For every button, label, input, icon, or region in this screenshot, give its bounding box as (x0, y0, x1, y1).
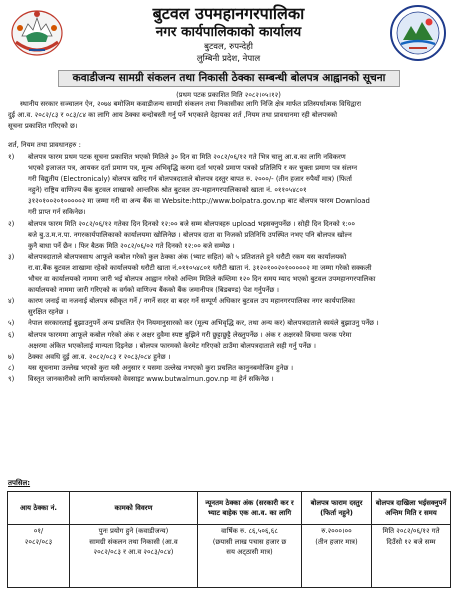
cell-line: दिउँसो १२ बजे सम्म (386, 537, 436, 546)
cell-line: ०१/ (33, 527, 44, 535)
condition-line: नेपाल सरकारलाई बुझाउनुपर्ने अन्य प्रचलित ऐन नियमानुसारको कर (मूल्य अभिवृद्धि कर, तथा अन्य कर) बोलपत्रदाताले स्वयंले बुझाउनु पर्नेछ । (28, 319, 379, 328)
condition-item (8, 330, 449, 352)
tender-table (7, 491, 451, 588)
condition-line: सुरक्षित रहनेछ । (28, 308, 69, 317)
condition-line: बोलपत्र फारम मिति २०८२/०६/१२ गतेका दिन दिनको १२:०० बजे सम्म बोलपत्रहरु upload भइसक्नुपर्नेछ । सोही दिन दिनको १:०० (28, 219, 355, 228)
condition-item (8, 374, 449, 385)
condition-number: ७) (8, 352, 15, 361)
header-min-amount: न्यूनतम ठेक्का अंक (सरकारी कर र भ्याट बाहेक एक आ.व. का लागि (198, 492, 302, 525)
condition-line: यस सूचनामा उल्लेख भएको कुरा यसै अनुसार र यसमा उल्लेख नभएको कुरा प्रचलित कानुनबमोजिम हुनेछ । (28, 363, 294, 372)
condition-text (28, 219, 449, 252)
details-heading: तपसिल: (8, 479, 31, 487)
intro-line: सूचना प्रकाशित गरिएको छ। (8, 122, 78, 131)
condition-line: ३१२०१००२०१०००००२ मा जम्मा गरी वा अन्य बैंक वा Website:http://www.bolpatra.gov.np बाट बोलपत्र फारम Download (28, 197, 370, 206)
header-contract-no: आय ठेक्का नं. (8, 492, 70, 525)
province-name: लुम्बिनी प्रदेश, नेपाल (196, 54, 261, 64)
cell-line: २०८२/०८३ (24, 537, 53, 546)
cell-line: (छयासी लाख पचास हजार छ (212, 537, 287, 546)
condition-text (28, 374, 449, 385)
condition-line: बजे बु.उ.म.न.पा. नगरकार्यपालिकाको कार्यालयमा खोलिनेछ । बोलपत्र दाता वा निजको प्रतिनिधि उपस्थित नभए पनि बोलपत्र खोल्न (28, 230, 352, 239)
cell-line: रु.२०००।०० (321, 527, 352, 535)
condition-line: बोलपत्र फारम प्रथम पटक सूचना प्रकाशित भएको मितिले ३० दिन वा मिति २०८२/०६/१२ गते भित्र चालु आ.व.का लागि नविकरण (28, 153, 346, 161)
cell-line: (तीन हजार मात्र) (315, 537, 358, 546)
cell-form-fee (302, 525, 372, 588)
condition-item (8, 219, 449, 252)
condition-line: बोलपत्रदाताले बोलपत्रसाथ आफूले कबोल गरेको कुल ठेक्का अंक (भ्याट सहित) को ५ प्रतिशतले हुने धरौटी रकम यस कार्यालयको (28, 252, 347, 261)
condition-line: रा.वा.बैंक बुटवल शाखामा रहेको कार्यालयको धरौटी खाता नं.०११०५४८०१ धरौटी खाता नं. ३१२०१००२०१०००००२ मा जम्मा गरेको सक्कली (28, 263, 372, 272)
office-address: बुटवल, रुपन्देही (204, 42, 253, 52)
cell-line: सामग्री संकलन तथा निकासी (आ.व (89, 537, 178, 546)
condition-line: नहुने) राष्ट्रिय वाणिज्य बैंक बुटवल शाखाको आन्तरिक श्रोत बुटवल उप-महानगरपालिकाको खाता नं. ०११०५४८०१ (28, 186, 307, 195)
condition-item (8, 152, 449, 219)
condition-number: १) (8, 153, 15, 161)
condition-item (8, 363, 449, 374)
condition-line: ठेक्का अवधि दुई आ.व. २०८२/०८३ र २०८३/०८४ हुनेछ । (28, 352, 171, 361)
table-header-row (8, 492, 451, 525)
condition-text (28, 330, 449, 352)
condition-text (28, 363, 449, 374)
cell-line: वार्षिक रु. ८६,५०६,६८ (221, 527, 278, 535)
condition-line: अक्षरमा अंकित भएकोलाई मान्यता दिइनेछ । बोलपत्र फारमको केरमेट गरिएको ठाउँमा बोलपत्रदाताले सही गर्नु पर्नेछ । (28, 341, 317, 350)
cell-line: मिति २०८२/०६/१२ गते (382, 527, 440, 535)
condition-number: ९) (8, 374, 15, 383)
condition-number: ३) (8, 252, 15, 261)
header-form-fee: बोलपत्र फाराम दस्तुर (फिर्ता नहुने) (302, 492, 372, 525)
condition-number: ८) (8, 363, 15, 372)
table-row (8, 525, 451, 588)
condition-text (28, 352, 449, 363)
header-deadline: बोलपत्र दाखिला भईसक्नुपर्ने अन्तिम मिति र समय (372, 492, 451, 525)
municipality-name: बुटवल उपमहानगरपालिका (152, 4, 305, 23)
condition-item (8, 318, 449, 329)
intro-line: दुई आ.व. २०८२/८३ र ०८३/८४ का लागि आय ठेक्का बन्दोबस्ती गर्नु पर्ने भएकाले देहायका शर्त ,नियम तथा प्रावधानमा रही बोलपत्रको (8, 111, 338, 120)
cell-contract-no (8, 525, 70, 588)
condition-line: गरी विद्युतीय (Electronicaly) बोलपत्र खरिद गर्न बोलपत्रदाताले बोलपत्र दस्तुर बापत रु. २०००/- (तीन हजार रुपैयाँ मात्र) (फिर्ता (28, 175, 352, 184)
cell-min-amount (198, 525, 302, 588)
condition-number: २) (8, 219, 15, 228)
cell-description (70, 525, 198, 588)
cell-line: सय अट्‌ठासी मात्र) (226, 548, 273, 556)
condition-line: विस्तृत जानकारीको लागि कार्यालयको वेवसाइट www.butwalmun.gov.np मा हेर्न सकिनेछ । (28, 374, 274, 383)
cell-deadline (372, 525, 451, 588)
condition-number: ६) (8, 330, 15, 339)
condition-item (8, 296, 449, 318)
condition-text (28, 152, 449, 219)
cell-line: २०८२/०८३ र आ.व २०८३/०८४) (93, 548, 174, 556)
condition-text (28, 318, 449, 329)
publication-date: (प्रथम पटक प्रकाशित मिति २०८२।०५।१२) (176, 91, 281, 99)
condition-item (8, 252, 449, 296)
conditions-list (8, 152, 449, 385)
condition-item (8, 352, 449, 363)
condition-line: कुनै बाधा पर्ने छैन । फिर बैठक मिति २०८२/०६/०२ गते दिनको १२:०० बजे सम्मेछ । (28, 241, 235, 250)
header-description: कामको विवरण (70, 492, 198, 525)
condition-line: भौचर वा कार्यालयको नाममा जारी भई बोलपत्र आह्वान गरेको अन्तिम मितिले कम्तिमा १२० दिन समय म्याद भएको बुटवल उपमहानगरपालिका (28, 275, 376, 284)
condition-line: गरी प्राप्त गर्न सकिनेछ। (28, 208, 86, 217)
conditions-heading: शर्त, नियम तथा प्रावधानहरु : (8, 141, 81, 149)
office-name: नगर कार्यपालिकाको कार्यालय (155, 24, 302, 40)
condition-text (28, 252, 449, 296)
condition-text (28, 296, 449, 318)
notice-title: कवाडीजन्य सामग्री संकलन तथा निकासी ठेक्का सम्बन्धी बोलपत्र आह्वानको सूचना (58, 70, 400, 87)
condition-line: कार्यालयको नाममा जारी गरिएको क वर्गको वाणिज्य बैंकको बैंक जमानीपत्र (बिडबण्ड) पेश गर्नुपर्नेछ । (28, 286, 280, 295)
condition-line: भएको इजाजत पत्र, आयकर दर्ता प्रमाण पत्र, मूल्य अभिवृद्धि करमा दर्ता भएको प्रमाण पत्रको प्रतिलिपि र कर चुक्ता प्रमाण पत्र संलग्न (28, 164, 358, 173)
intro-paragraph (8, 99, 449, 132)
intro-line: स्थानीय सरकार सञ्चालन ऐन, २०७४ बमोजिम कवाडीजन्य सामग्री संकलन तथा निकासीका लागि निजि क्षेत्र मार्फत प्रतिस्पर्धात्मक विधिद्वारा (20, 100, 362, 108)
cell-line: पुनः प्रयोग हुने (कवाडीजन्य) (98, 527, 169, 535)
condition-line: कारण जनाई वा नजनाई बोलपत्र स्वीकृत गर्ने / नगर्ने सदर वा बदर गर्ने सम्पूर्ण अधिकार बुटवल उप महानगरपालिका नगर कार्यपालिका (28, 297, 355, 306)
condition-number: ४) (8, 297, 15, 306)
condition-line: बोलपत्र फारममा आफूले कबोल गरेको अंक र अक्षर दुवैमा स्पष्ट बुझिने गरी छुट्टाछुट्टै लेख्नुपर्नेछ । अंक र अक्षरको विचमा फरक परेमा (28, 330, 352, 339)
condition-number: ५) (8, 319, 15, 328)
